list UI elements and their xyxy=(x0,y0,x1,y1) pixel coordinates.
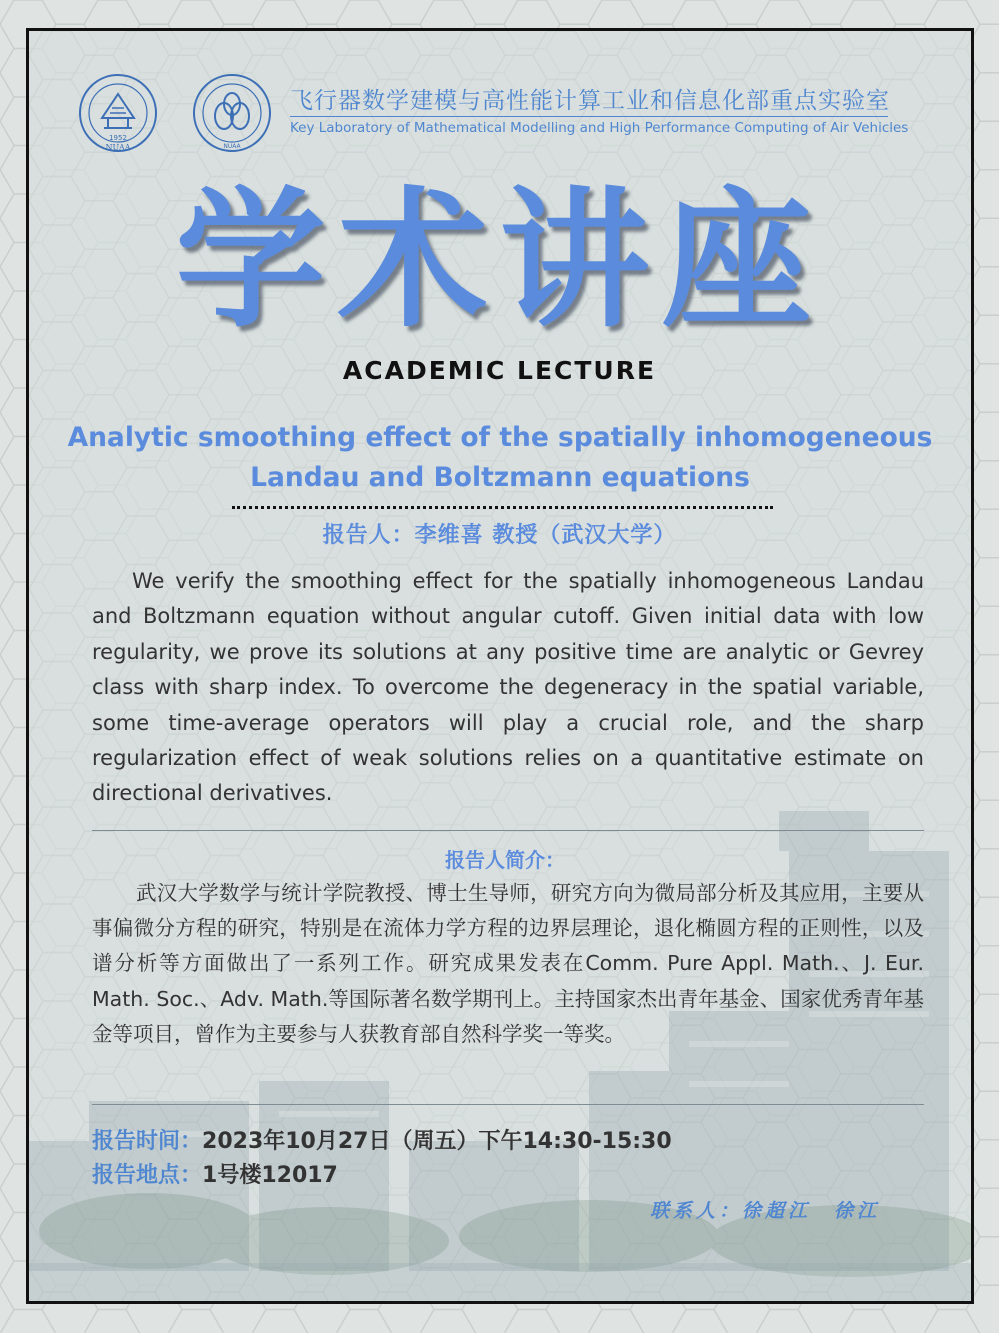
logo-left-text: NUAA xyxy=(105,143,131,152)
talk-abstract: We verify the smoothing effect for the spatially inhomogeneous Landau and Boltzmann equation without angular cutoff. Given initial data with low regularity, we prove its solutions at any positive time are analytic or Gevrey class with sharp index. To overcome the degeneracy in the spatial variable, some time-average operators will play a crucial role, and the sharp regularization effect of weak solutions relies on a quantitative estimate on directional derivatives. xyxy=(92,569,924,806)
lab-name-chinese: 飞行器数学建模与高性能计算工业和信息化部重点实验室 xyxy=(290,88,890,114)
talk-place xyxy=(92,1158,892,1189)
talk-title-line-1: Analytic smoothing effect of the spatially inhomogeneous xyxy=(67,422,933,453)
poster-title-chinese: 学术讲座 xyxy=(175,174,824,348)
talk-place-value: 1号楼12017 xyxy=(202,1163,338,1188)
talk-title xyxy=(60,418,940,498)
poster-title-english: ACADEMIC LECTURE xyxy=(342,356,657,385)
lab-name-divider xyxy=(290,116,888,117)
talk-time-value: 2023年10月27日（周五）下午14:30-15:30 xyxy=(202,1129,672,1154)
speaker-bio: 武汉大学数学与统计学院教授、博士生导师，研究方向为微局部分析及其应用，主要从事偏微分方程的研究，特别是在流体力学方程的边界层理论，退化椭圆方程的正则性，以及谱分析等方面做出了一系列工作。研究成果发表在Comm. Pure Appl. Math.、J. Eur. Math. Soc.、Adv. Math.等国际著名数学期刊上。主持国家杰出青年基金、国家优秀青年基金等项目，曾作为主要参与人获教育部自然科学奖一等奖。 xyxy=(92,881,924,1046)
logo-year: 1952 xyxy=(109,134,127,142)
lab-name-english: Key Laboratory of Mathematical Modelling and High Performance Computing of Air Vehicles xyxy=(290,120,909,136)
talk-time xyxy=(92,1124,892,1155)
talk-title-line-2: Landau and Boltzmann equations xyxy=(250,462,750,493)
nuaa-logo-left xyxy=(80,75,156,152)
talk-time-label: 报告时间： xyxy=(92,1129,203,1154)
contact-persons: 联系人：徐超江 徐江 xyxy=(650,1200,881,1222)
lab-logo-right xyxy=(194,75,270,151)
section-divider-2 xyxy=(92,1104,924,1105)
university-logos xyxy=(78,72,278,154)
bio-heading: 报告人简介： xyxy=(445,848,565,872)
section-divider xyxy=(92,830,924,831)
speaker-line: 报告人：李维喜 教授（武汉大学） xyxy=(322,523,677,548)
dotted-divider xyxy=(232,506,773,509)
logo-right-text: NUAA xyxy=(223,143,241,150)
talk-place-label: 报告地点： xyxy=(92,1163,203,1188)
